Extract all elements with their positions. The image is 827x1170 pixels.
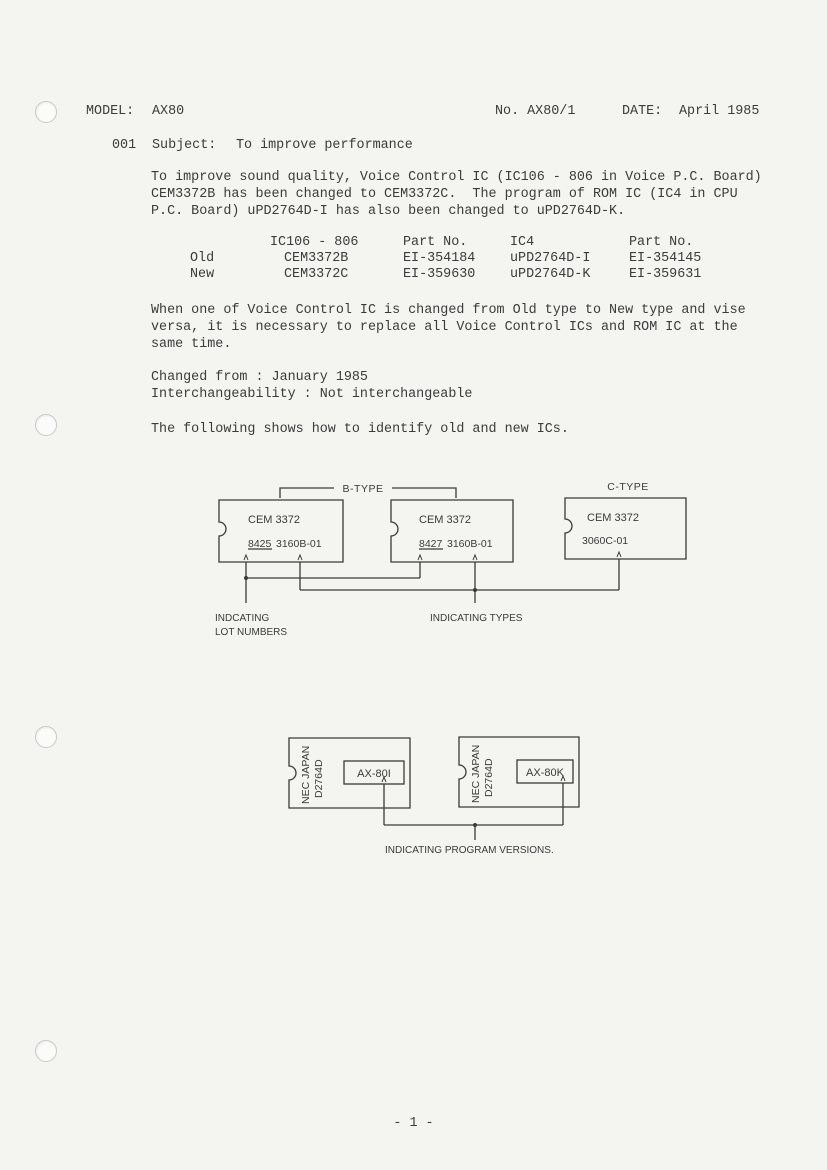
item-number: 001: [112, 138, 137, 153]
program-versions-label: INDICATING PROGRAM VERSIONS.: [385, 845, 554, 856]
table-cell: EI-354145: [629, 251, 702, 266]
chip-name: CEM 3372: [419, 514, 471, 526]
chip-name: CEM 3372: [587, 512, 639, 524]
intro-text: The following shows how to identify old and new ICs.: [151, 422, 569, 437]
table-cell: CEM3372C: [284, 267, 349, 282]
table-header-cell: Part No.: [403, 235, 468, 250]
table-header-cell: Part No.: [629, 235, 694, 250]
chip-name: CEM 3372: [248, 514, 300, 526]
c-type-label: C-TYPE: [607, 481, 649, 493]
b-type-label: B-TYPE: [342, 483, 384, 495]
table-cell: New: [190, 267, 215, 282]
chip-type-code: 3160B-01: [447, 538, 493, 550]
table-cell: uPD2764D-K: [510, 267, 591, 282]
table-header-cell: IC106 - 806: [270, 235, 359, 250]
chip-lot-number: 8427: [419, 538, 443, 550]
lot-numbers-label: INDCATING: [215, 613, 270, 624]
model-label: MODEL:: [86, 104, 135, 119]
bulletin-number: No. AX80/1: [495, 104, 576, 119]
chip-type-code: 3160B-01: [276, 538, 322, 550]
chip-version: AX-80K: [526, 767, 564, 779]
changed-from: Changed from : January 1985: [151, 370, 368, 385]
paragraph-line: versa, it is necessary to replace all Voice Control ICs and ROM IC at the: [151, 320, 738, 335]
date-label: DATE:: [622, 104, 663, 119]
paragraph-line: same time.: [151, 337, 232, 352]
model-value: AX80: [152, 104, 185, 119]
chip-maker: NEC JAPAN: [300, 745, 312, 804]
date-value: April 1985: [679, 104, 760, 119]
interchangeability: Interchangeability : Not interchangeable: [151, 387, 473, 402]
page-number: - 1 -: [393, 1116, 434, 1131]
table-cell: EI-359631: [629, 267, 702, 282]
chip-type-code: 3060C-01: [582, 535, 629, 547]
chip-part: D2764D: [313, 759, 325, 798]
chip-lot-number: 8425: [248, 538, 272, 550]
table-cell: Old: [190, 251, 215, 266]
table-cell: uPD2764D-I: [510, 251, 591, 266]
lot-numbers-label: LOT NUMBERS: [215, 627, 288, 638]
paragraph-line: To improve sound quality, Voice Control IC (IC106 - 806 in Voice P.C. Board): [151, 170, 762, 185]
types-label: INDICATING TYPES: [430, 613, 523, 624]
paragraph-line: CEM3372B has been changed to CEM3372C. The program of ROM IC (IC4 in CPU: [151, 187, 738, 202]
chip-maker: NEC JAPAN: [470, 744, 482, 803]
subject-value: To improve performance: [236, 138, 413, 153]
chip-version: AX-80I: [357, 768, 391, 780]
paragraph-line: P.C. Board) uPD2764D-I has also been changed to uPD2764D-K.: [151, 204, 626, 219]
table-header-cell: IC4: [510, 235, 535, 250]
subject-label: Subject:: [152, 138, 217, 153]
table-cell: EI-354184: [403, 251, 476, 266]
chip-part: D2764D: [483, 758, 495, 797]
table-cell: CEM3372B: [284, 251, 349, 266]
paragraph-line: When one of Voice Control IC is changed from Old type to New type and vise: [151, 303, 746, 318]
table-cell: EI-359630: [403, 267, 476, 282]
